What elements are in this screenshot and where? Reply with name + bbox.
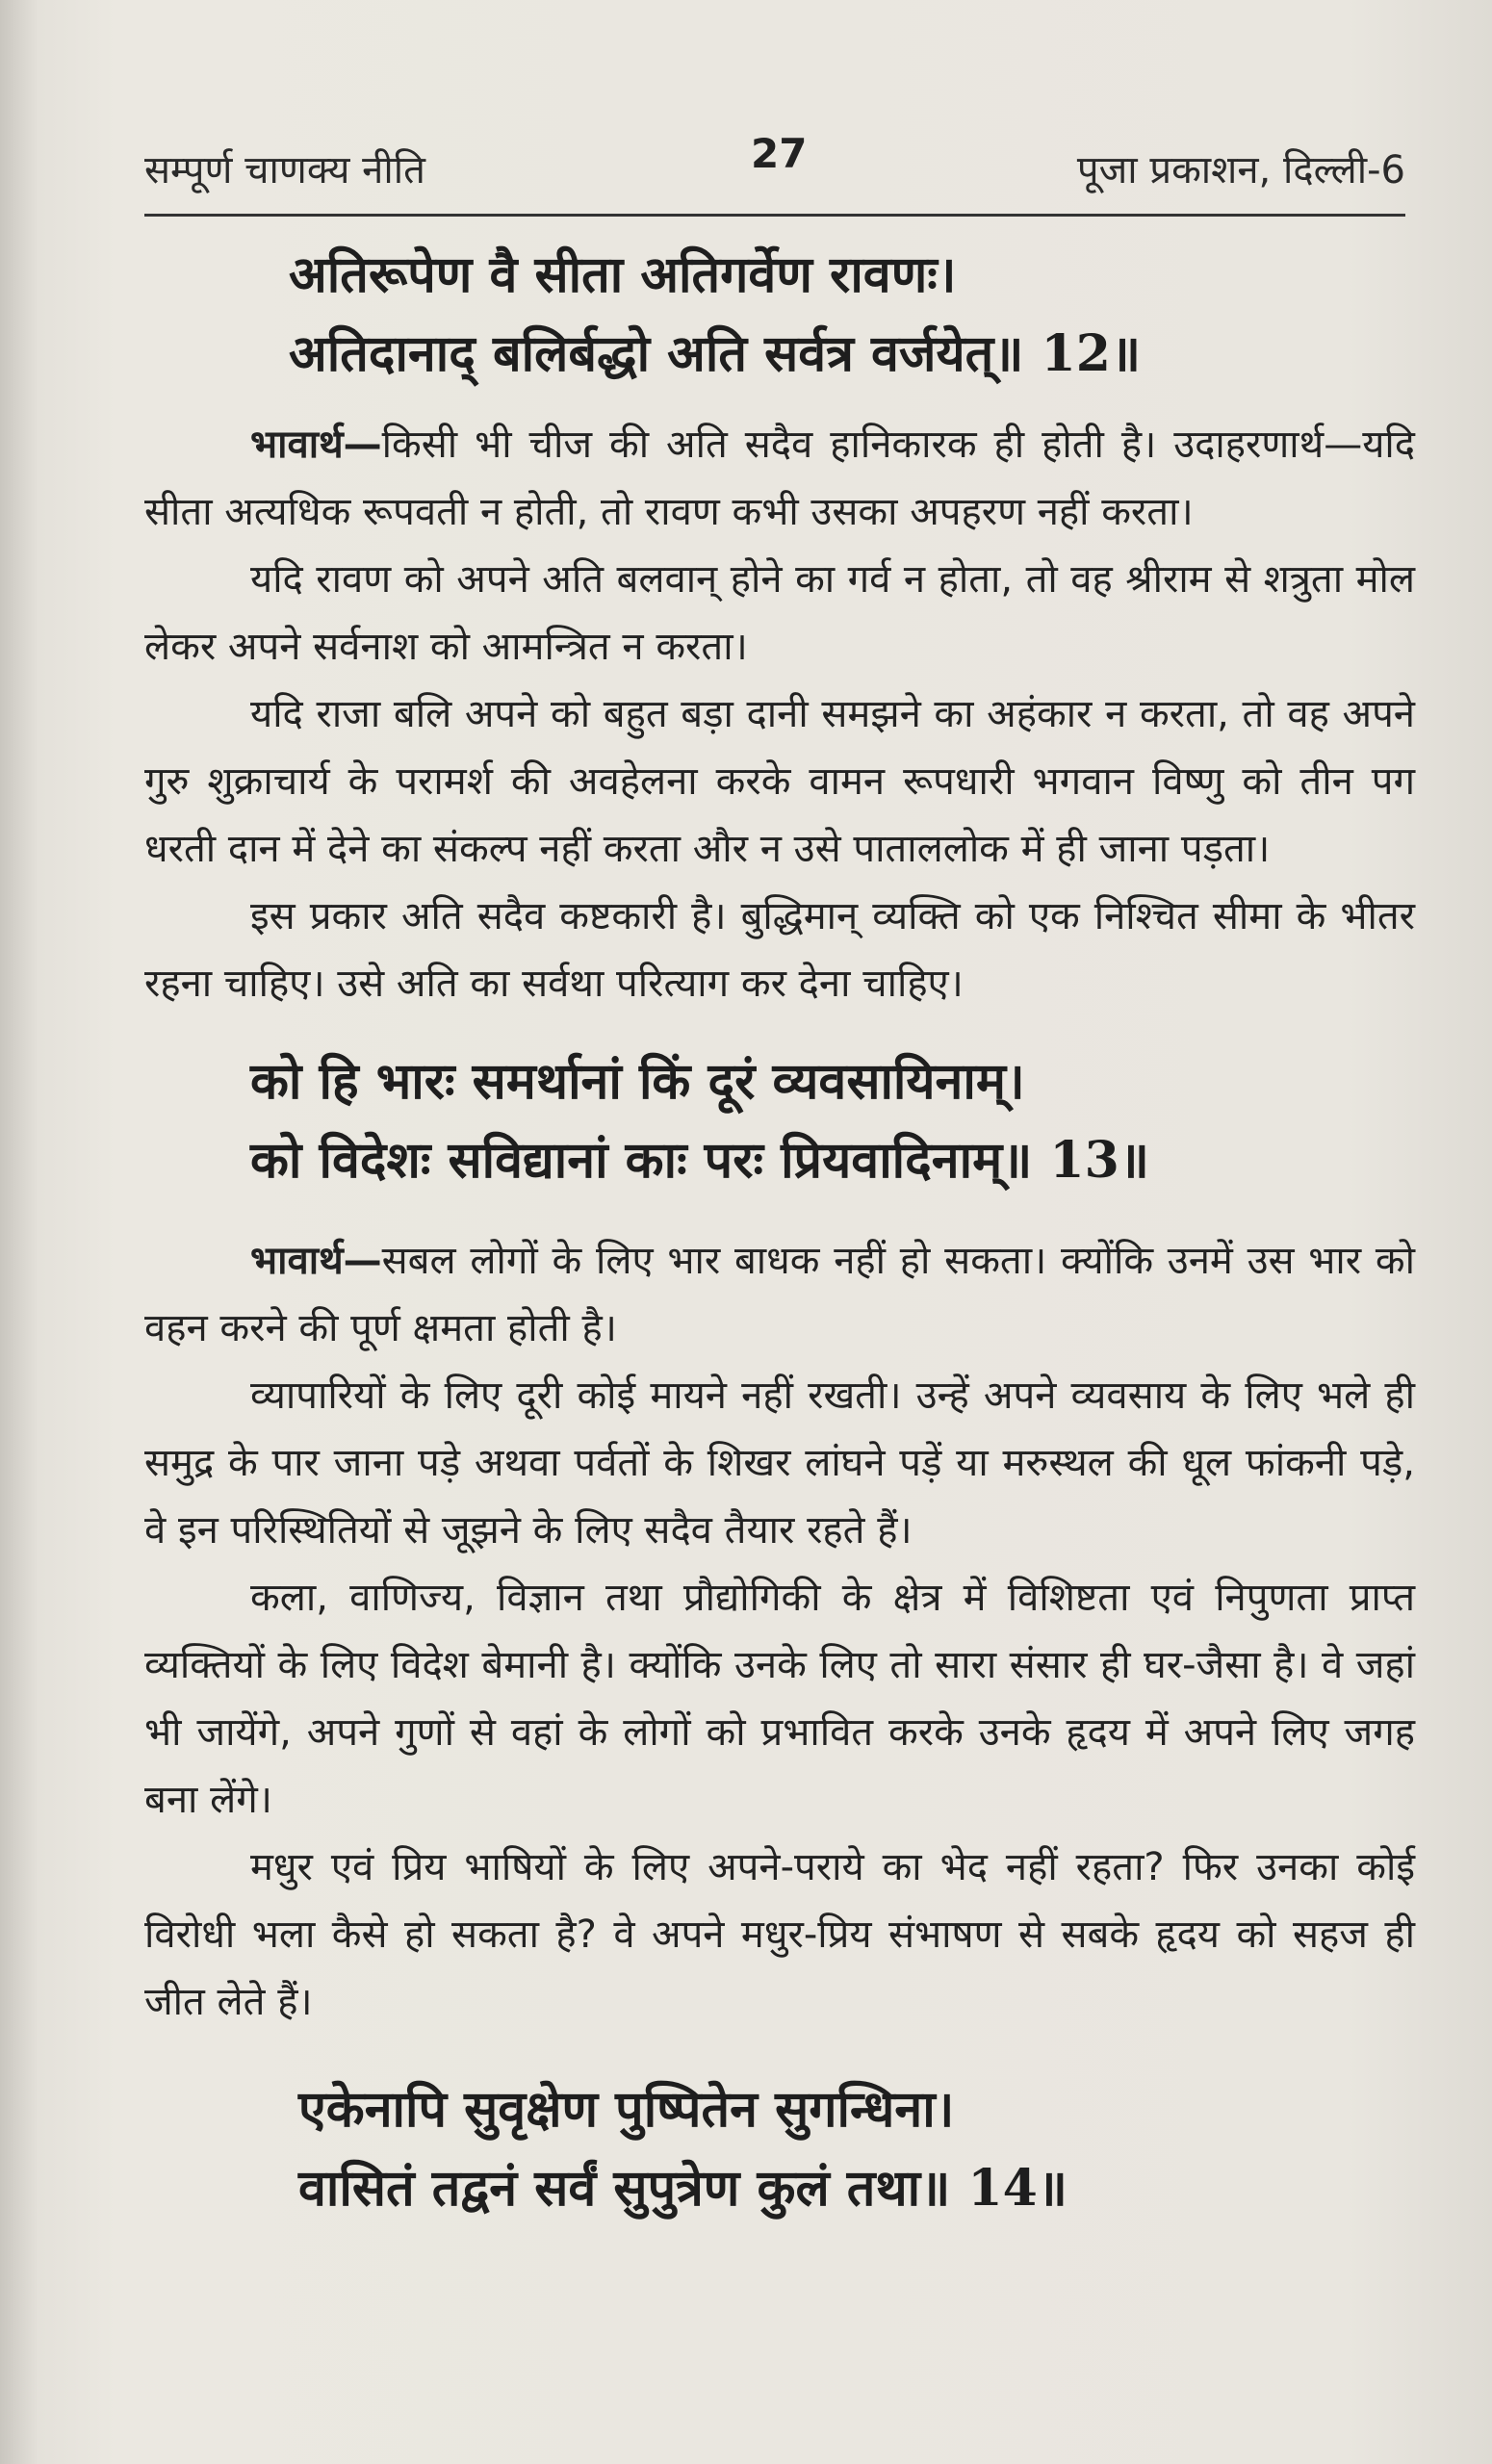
commentary-13-paragraph-3: कला, वाणिज्य, विज्ञान तथा प्रौद्योगिकी के क्षेत्र में विशिष्टता एवं निपुणता प्राप्त व्यक्तियों के लिए विदेश बेमानी है। क्योंकि उनके लिए तो सारा संसार ही घर-जैसा है। वे जहां भी जायेंगे, अपने गुणों से वहां के लोगों को प्रभावित करके उनके हृदय में अपने लिए जगह बना लेंगे।	[144, 1576, 1415, 1822]
shloka-12-line-1: अतिरूपेण वै सीता अतिगर्वेण रावणः।	[289, 245, 957, 304]
commentary-12-text-1: किसी भी चीज की अति सदैव हानिकारक ही होती है। उदाहरणार्थ—यदि सीता अत्यधिक रूपवती न होती, तो रावण कभी उसका अपहरण नहीं करता।	[144, 423, 1415, 534]
shloka-12-line-2: अतिदानाद् बलिर्बद्धो अति सर्वत्र वर्जयेत्॥ 12॥	[289, 324, 1142, 383]
commentary-12-paragraph-2: यदि रावण को अपने अति बलवान् होने का गर्व न होता, तो वह श्रीराम से शत्रुता मोल लेकर अपने सर्वनाश को आमन्त्रित न करता।	[144, 557, 1415, 669]
shloka-14	[144, 2070, 1415, 2228]
commentary-13-text-1: सबल लोगों के लिए भार बाधक नहीं हो सकता। क्योंकि उनमें उस भार को वहन करने की पूर्ण क्षमता होती है।	[144, 1239, 1415, 1350]
shloka-12	[144, 236, 1415, 394]
commentary-label: भावार्थ—	[250, 1239, 382, 1283]
commentary-12-paragraph-4: इस प्रकार अति सदैव कष्टकारी है। बुद्धिमान् व्यक्ति को एक निश्चित सीमा के भीतर रहना चाहिए। उसे अति का सर्वथा परित्याग कर देना चाहिए।	[144, 894, 1415, 1006]
header-rule	[144, 214, 1405, 217]
shloka-14-line-2: वासितं तद्वनं सर्वं सुपुत्रेण कुलं तथा॥ 14॥	[298, 2159, 1068, 2218]
commentary-13-paragraph-1	[144, 1227, 1415, 1362]
publisher-name: पूजा प्रकाशन, दिल्ली-6	[1076, 148, 1405, 192]
shloka-13	[144, 1042, 1415, 1200]
commentary-12-paragraph-1	[144, 411, 1415, 546]
running-header	[144, 130, 1405, 207]
page-content	[144, 236, 1415, 2228]
commentary-12-paragraph-3: यदि राजा बलि अपने को बहुत बड़ा दानी समझने का अहंकार न करता, तो वह अपने गुरु शुक्राचार्य के परामर्श की अवहेलना करके वामन रूपधारी भगवान विष्णु को तीन पग धरती दान में देने का संकल्प नहीं करता और न उसे पाताललोक में ही जाना पड़ता।	[144, 692, 1415, 871]
shloka-14-line-1: एकेनापि सुवृक्षेण पुष्पितेन सुगन्धिना।	[298, 2080, 955, 2139]
shloka-13-line-2: को विदेशः सविद्यानां काः परः प्रियवादिनाम्॥ 13॥	[250, 1131, 1149, 1190]
book-title: सम्पूर्ण चाणक्य नीति	[144, 148, 425, 192]
commentary-13-paragraph-4: मधुर एवं प्रिय भाषियों के लिए अपने-पराये का भेद नहीं रहता? फिर उनका कोई विरोधी भला कैसे हो सकता है? वे अपने मधुर-प्रिय संभाषण से सबके हृदय को सहज ही जीत लेते हैं।	[144, 1845, 1415, 2024]
commentary-13-paragraph-2: व्यापारियों के लिए दूरी कोई मायने नहीं रखती। उन्हें अपने व्यवसाय के लिए भले ही समुद्र के पार जाना पड़े अथवा पर्वतों के शिखर लांघने पड़ें या मरुस्थल की धूल फांकनी पड़े, वे इन परिस्थितियों से जूझने के लिए सदैव तैयार रहते हैं।	[144, 1373, 1415, 1553]
page-number: 27	[751, 130, 808, 177]
shloka-13-line-1: को हि भारः समर्थानां किं दूरं व्यवसायिनाम्।	[250, 1052, 1025, 1111]
commentary-label: भावार्थ—	[250, 423, 382, 467]
